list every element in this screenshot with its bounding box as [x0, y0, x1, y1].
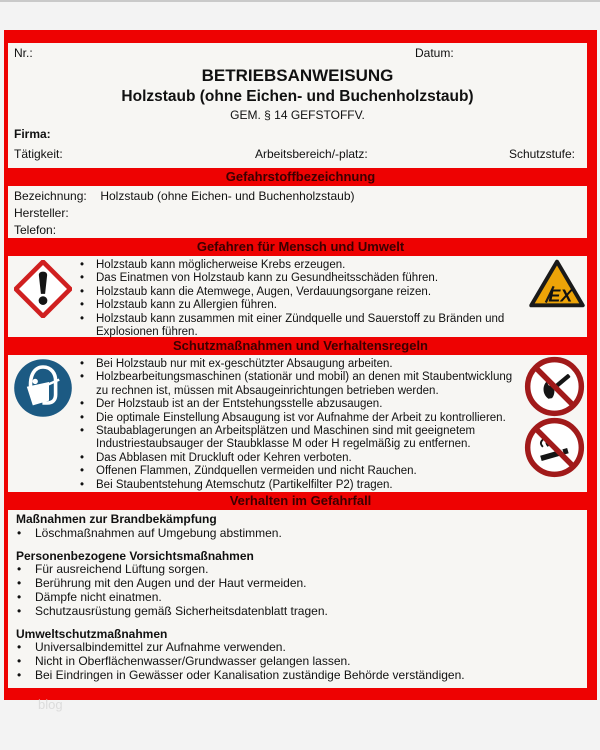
telefon-row — [8, 222, 587, 239]
vorsichtsmassnahmen-group — [16, 550, 579, 619]
group-list — [16, 527, 579, 541]
hersteller-label: Hersteller: — [14, 206, 69, 220]
group-heading: Maßnahmen zur Brandbekämpfung — [16, 512, 217, 526]
ghs-exclamation-icon — [14, 260, 72, 323]
verhalten-item: • Für ausreichend Lüftung sorgen. — [16, 563, 579, 577]
schutzstufe-label: Schutzstufe: — [508, 147, 575, 161]
bezeichnung-row — [8, 188, 587, 205]
no-open-flames-icon — [524, 356, 585, 422]
umweltschutz-group — [16, 628, 579, 683]
schutz-item: • Bei Holzstaub nur mit ex-geschützter Absaugung arbeiten. — [74, 358, 517, 371]
document-header — [8, 43, 587, 168]
verhalten-item: • Löschmaßnahmen auf Umgebung abstimmen. — [16, 527, 579, 541]
group-list — [16, 641, 579, 682]
document-title: BETRIEBSANWEISUNG — [201, 66, 394, 85]
group-heading: Personenbezogene Vorsichtsmaßnahmen — [16, 548, 254, 563]
page-top-edge — [0, 0, 600, 2]
verhalten-box — [8, 510, 587, 688]
document-top-border — [4, 30, 597, 43]
gefahren-item: • Holzstaub kann zusammen mit einer Zündquelle und Sauerstoff zu Bränden und Explosionen führen. — [74, 313, 519, 340]
no-smoking-icon — [524, 417, 585, 483]
verhalten-item: • Berührung mit den Augen und der Haut vermeiden. — [16, 577, 579, 591]
ex-warning-icon — [529, 258, 585, 314]
gefahren-box — [8, 256, 587, 337]
section-title-gefahrstoffbezeichnung: Gefahrstoffbezeichnung — [225, 169, 376, 184]
verhalten-item: • Universalbindemittel zur Aufnahme verwenden. — [16, 641, 579, 655]
wear-mask-icon — [13, 358, 73, 423]
telefon-label: Telefon: — [14, 223, 57, 237]
schutz-item: • Bei Staubentstehung Atemschutz (Partikelfilter P2) tragen. — [74, 479, 517, 492]
group-list — [16, 563, 579, 618]
bezeichnung-label: Bezeichnung: — [14, 189, 87, 203]
firma-label: Firma: — [14, 127, 51, 141]
hersteller-row — [8, 205, 587, 222]
schutz-item: • Holzbearbeitungsmaschinen (stationär und mobil) an denen mit Staubentwicklung zu rechnen ist, müssen mit Absaugeinrichtungen betrieben werden. — [74, 371, 517, 398]
gefahren-item: • Holzstaub kann die Atemwege, Augen, Verdauungsorgane reizen. — [74, 286, 519, 299]
gefahren-item: • Das Einatmen von Holzstaub kann zu Gesundheitsschäden führen. — [74, 272, 519, 285]
gefahren-item: • Holzstaub kann zu Allergien führen. — [74, 299, 519, 312]
schutz-item: • Das Abblasen mit Druckluft oder Kehren verboten. — [74, 452, 517, 465]
betriebsanweisung-document — [4, 30, 597, 700]
bezeichnung-value: Holzstaub (ohne Eichen- und Buchenholzstaub) — [100, 189, 355, 203]
arbeitsbereich-label: Arbeitsbereich/-platz: — [255, 147, 368, 161]
datum-label: Datum: — [415, 46, 454, 60]
schutz-item: • Die optimale Einstellung Absaugung ist vor Aufnahme der Arbeit zu kontrollieren. — [74, 412, 517, 425]
regulation-reference: GEM. § 14 GEFSTOFFV. — [230, 108, 365, 122]
verhalten-item: • Schutzausrüstung gemäß Sicherheitsdatenblatt tragen. — [16, 605, 579, 619]
blog-watermark: blog — [38, 697, 63, 712]
section-title-verhalten: Verhalten im Gefahrfall — [229, 493, 372, 508]
section-title-schutzmassnahmen: Schutzmaßnahmen und Verhaltensregeln — [173, 338, 428, 353]
schutz-item: • Der Holzstaub ist an der Entstehungsstelle abzusaugen. — [74, 398, 517, 411]
schutz-item: • Offenen Flammen, Zündquellen vermeiden und nicht Rauchen. — [74, 465, 517, 478]
verhalten-item: • Nicht in Oberflächenwasser/Grundwasser gelangen lassen. — [16, 655, 579, 669]
gefahren-list — [74, 259, 519, 339]
verhalten-item: • Dämpfe nicht einatmen. — [16, 591, 579, 605]
verhalten-item: • Bei Eindringen in Gewässer oder Kanalisation zuständige Behörde verständigen. — [16, 669, 579, 683]
schutzmassnahmen-list — [74, 358, 517, 492]
taetigkeit-label: Tätigkeit: — [14, 147, 63, 161]
gefahrstoff-box — [8, 186, 587, 238]
schutzmassnahmen-box — [8, 355, 587, 492]
section-title-gefahren: Gefahren für Mensch und Umwelt — [196, 239, 405, 254]
brandbekaempfung-group — [16, 513, 579, 541]
svg-text:EX: EX — [548, 285, 573, 306]
nr-label: Nr.: — [14, 46, 33, 60]
gefahren-item: • Holzstaub kann möglicherweise Krebs erzeugen. — [74, 259, 519, 272]
document-subtitle: Holzstaub (ohne Eichen- und Buchenholzstaub) — [121, 88, 474, 105]
group-heading: Umweltschutzmaßnahmen — [16, 626, 168, 641]
schutz-item: • Staubablagerungen an Arbeitsplätzen und Maschinen sind mit geeignetem Industriestaubsauger der Staubklasse M oder H regelmäßig zu entfernen. — [74, 425, 517, 452]
